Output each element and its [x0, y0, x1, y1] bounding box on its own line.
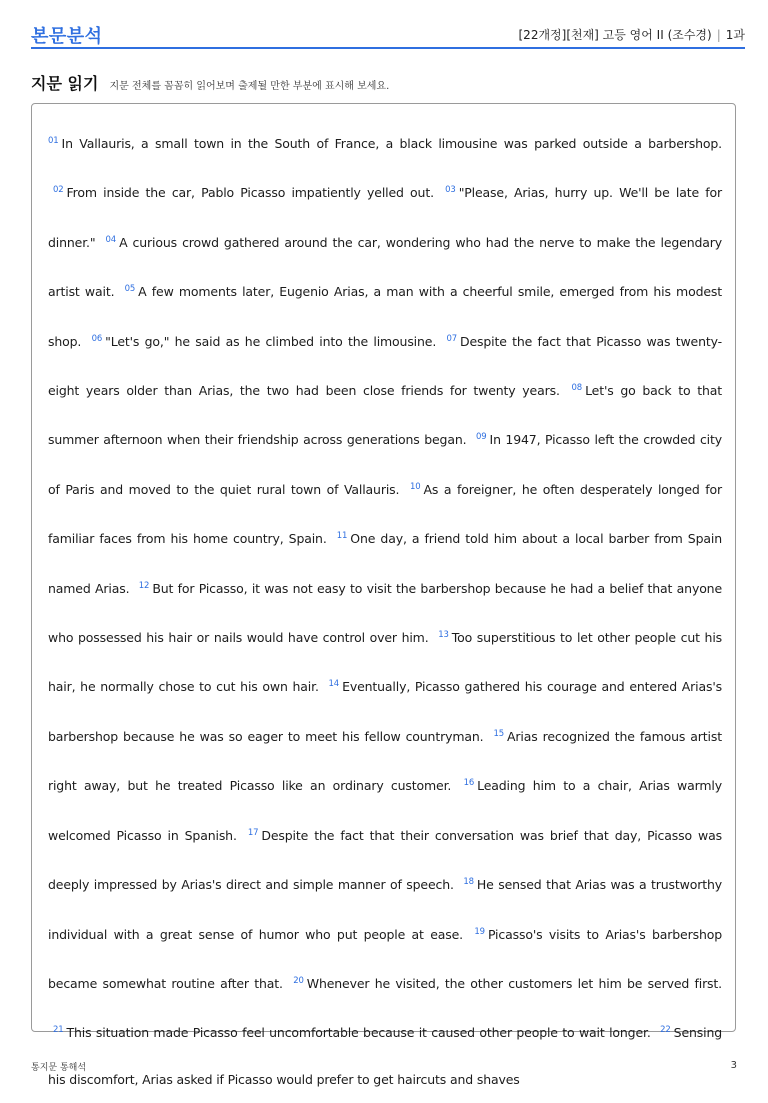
- sentence-text: Despite the fact that Picasso was twenty-eight years older than Arias, the two had been close friends for twenty years.: [48, 333, 723, 399]
- sentence-number: 01: [48, 136, 59, 146]
- section-description: 지문 전체를 꼼꼼히 읽어보며 출제될 만한 부분에 표시해 보세요.: [109, 81, 390, 92]
- sentence-number: 13: [438, 630, 449, 641]
- sentence-text: Picasso's visits to Arias's barbershop became somewhat routine after that.: [48, 926, 722, 991]
- sentence-number: 03: [445, 185, 456, 196]
- sentence-text: This situation made Picasso feel uncomfortable because it caused other people to wait longer.: [66, 1025, 651, 1041]
- header-separator: |: [716, 28, 721, 42]
- sentence-number: 06: [91, 333, 103, 344]
- sentence-text: Sensing his discomfort, Arias asked if Picasso would prefer to get haircuts and shaves: [48, 1025, 722, 1087]
- sentence-text: Despite the fact that their conversation was brief that day, Picasso was deeply impressed by Arias's direct and simple manner of speech.: [48, 827, 722, 893]
- lesson-label: 1과: [725, 28, 745, 42]
- sentence-number: 09: [476, 432, 487, 443]
- sentence-number: 18: [463, 877, 474, 888]
- sentence-text: In 1947, Picasso left the crowded city of Paris and moved to the quiet rural town of Vallauris.: [48, 432, 722, 497]
- sentence-number: 19: [474, 926, 485, 937]
- sentence-number: 04: [105, 234, 117, 245]
- sentence-text: Too superstitious to let other people cut his hair, he normally chose to cut his own hair.: [48, 630, 723, 695]
- sentence-number: 15: [493, 728, 505, 739]
- sentence-number: 14: [328, 679, 340, 690]
- sentence: [48, 136, 722, 151]
- sentence-text: Leading him to a chair, Arias warmly welcomed Picasso in Spanish.: [48, 778, 722, 843]
- sentence-number: 22: [660, 1025, 671, 1036]
- header-course-info: [519, 26, 746, 43]
- section-title: 지문 읽기: [31, 74, 99, 93]
- sentence-text: Eventually, Picasso gathered his courage and entered Arias's barbershop because he was so eager to meet his fellow countryman.: [48, 679, 722, 744]
- sentence-text: A few moments later, Eugenio Arias, a man with a cheerful smile, emerged from his modest shop.: [48, 284, 723, 349]
- footer-label: 통지문 통해석: [31, 1063, 87, 1073]
- sentence-text: Whenever he visited, the other customers let him be served first.: [306, 975, 722, 991]
- sentence-number: 11: [336, 531, 348, 542]
- section-heading: [31, 71, 389, 94]
- course-name: [22개정][천재] 고등 영어 II (조수경): [518, 28, 712, 42]
- page-number: 3: [730, 1060, 737, 1071]
- sentence-number: 20: [293, 975, 304, 986]
- sentence-number: 10: [409, 481, 421, 492]
- header-title: 본문분석: [31, 26, 103, 47]
- sentence-text: A curious crowd gathered around the car, wondering who had the nerve to make the legendary artist wait.: [48, 234, 722, 300]
- sentence-number: 07: [446, 333, 458, 344]
- sentence-number: 16: [463, 778, 475, 789]
- sentence-text: He sensed that Arias was a trustworthy individual with a great sense of humor who put people at ease.: [48, 877, 722, 942]
- sentence-text: From inside the car, Pablo Picasso impatiently yelled out.: [66, 185, 434, 201]
- sentence-number: 21: [53, 1025, 64, 1036]
- sentence-text: But for Picasso, it was not easy to visit the barbershop because he had a belief that anyone who possessed his hair or nails would have control over him.: [48, 580, 722, 646]
- page-header: [31, 22, 745, 48]
- sentence-number: 12: [138, 580, 150, 591]
- sentence-text: Arias recognized the famous artist right away, but he treated Picasso like an ordinary customer.: [48, 728, 722, 794]
- sentence-number: 08: [571, 383, 583, 394]
- sentence-text: One day, a friend told him about a local barber from Spain named Arias.: [48, 531, 722, 596]
- header-divider: [31, 47, 745, 49]
- sentence-text: In Vallauris, a small town in the South of France, a black limousine was parked outside a barbershop.: [61, 136, 722, 151]
- sentence-text: Let's go back to that summer afternoon when their friendship across generations began.: [48, 383, 723, 448]
- sentence: [288, 976, 722, 991]
- sentence-text: "Let's go," he said as he climbed into the limousine.: [105, 333, 437, 349]
- sentence: [48, 185, 434, 200]
- sentence-text: As a foreigner, he often desperately longed for familiar faces from his home country, Spain.: [48, 481, 723, 547]
- sentence-number: 02: [53, 185, 64, 196]
- sentence-number: 05: [124, 284, 136, 295]
- sentence-text: "Please, Arias, hurry up. We'll be late for dinner.": [48, 185, 722, 250]
- sentence-number: 17: [247, 827, 259, 838]
- sentence: [48, 1025, 651, 1040]
- sentence: [87, 334, 437, 349]
- passage-text: [48, 118, 722, 1103]
